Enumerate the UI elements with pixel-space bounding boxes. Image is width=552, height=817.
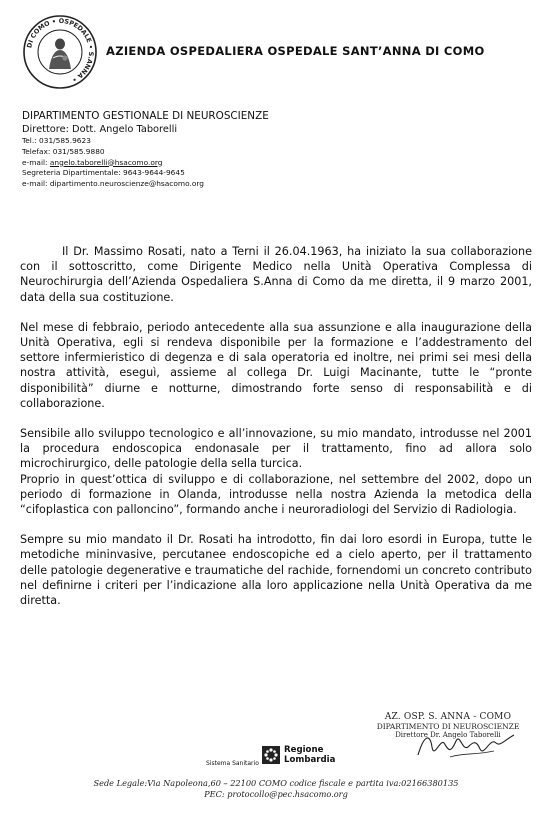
regione-line-2: Lombardia: [284, 754, 336, 765]
email-line: [22, 158, 352, 169]
stamp-line-3: Direttore Dr. Angelo Taborelli: [395, 731, 501, 739]
email-label: e-mail:: [22, 157, 50, 167]
paragraph-1: Il Dr. Massimo Rosati, nato a Terni il 26.04.1963, ha iniziato la sua collaborazione con il sottoscritto, come Dirigente Medico nella Unità Operativa Complessa di Neurochirurgia dell’Azienda Ospedaliera S.Anna di Como da me diretta, il 9 marzo 2001, data della sua costituzione.: [20, 245, 532, 304]
department-email: e-mail: dipartimento.neuroscienze@hsacomo.org: [22, 179, 204, 189]
seal-text: DI COMO • OSPEDALE • S.ANNA •: [25, 16, 96, 84]
regione-lombardia-logo-text: [284, 746, 335, 765]
handwritten-signature: [410, 725, 520, 765]
footer-pec: PEC: protocollo@pec.hsacomo.org: [204, 788, 348, 799]
segreteria: Segreteria Dipartimentale: 9643-9644-9645: [22, 168, 185, 178]
paragraph-2: Nel mese di febbraio, periodo antecedente alla sua assunzione e alla inaugurazione della Unità Operativa, egli si rendeva disponibile per la formazione e l’addestramento del settore infermieristico di degenza e di sala operatoria ed inoltre, nei primi sei mesi della nostra attività, eseguì, assieme al collega Dr. Luigi Macinante, tutte le “pronte disponibilità” diurne e notturne, dimostrando forte senso di responsabilità e di collaborazione.: [20, 320, 532, 410]
paragraph-3: Sensibile allo sviluppo tecnologico e all’innovazione, su mio mandato, introdusse nel 2001 la procedura endoscopica endonasale per il trattamento, fino ad allora solo microchirurgico, delle patologie della sella turcica.: [20, 427, 532, 471]
paragraph-4: Proprio in quest’ottica di sviluppo e di collaborazione, nel settembre del 2002, dopo un periodo di formazione in Olanda, introdusse nella nostra Azienda la metodica della “cifoplastica con palloncino”, formando anche i neuroradiologi del Servizio di Radiologia.: [20, 472, 532, 517]
regione-lombardia-rose-icon: [262, 746, 280, 764]
stamp-line-1: AZ. OSP. S. ANNA - COMO: [384, 712, 512, 722]
telefax: Telefax: 031/585.9880: [22, 146, 105, 156]
organization-name: AZIENDA OSPEDALIERA OSPEDALE SANT’ANNA DI COMO: [106, 44, 485, 58]
sistema-sanitario-label: Sistema Sanitario: [206, 760, 259, 767]
department-name: DIPARTIMENTO GESTIONALE DI NEUROSCIENZE: [22, 110, 269, 122]
department-block: [22, 110, 352, 190]
stamp-line-2: DIPARTIMENTO DI NEUROSCIENZE: [376, 722, 520, 731]
footer: [0, 778, 552, 799]
regione-line-1: Regione: [284, 745, 324, 755]
director-name: Direttore: Dott. Angelo Taborelli: [22, 124, 178, 135]
footer-legal-address: Sede Legale:Via Napoleona,60 – 22100 COMO codice fiscale e partita iva:02166380135: [93, 778, 459, 788]
telephone: Tel.: 031/585.9623: [22, 136, 91, 145]
hospital-seal-logo: [22, 14, 98, 90]
director-email-link[interactable]: angelo.taborelli@hsacomo.org: [49, 157, 163, 167]
letter-body: [20, 244, 532, 623]
paragraph-5: Sempre su mio mandato il Dr. Rosati ha introdotto, fin dai loro esordi in Europa, tutte le metodiche mininvasive, percutanee endoscopiche ed a cielo aperto, per il trattamento delle patologie degenerative e traumatiche del rachide, fornendomi un concreto contributo nel definirne i criteri per l’indicazione alla loro applicazione nella Unità Operativa da me diretta.: [20, 533, 532, 608]
